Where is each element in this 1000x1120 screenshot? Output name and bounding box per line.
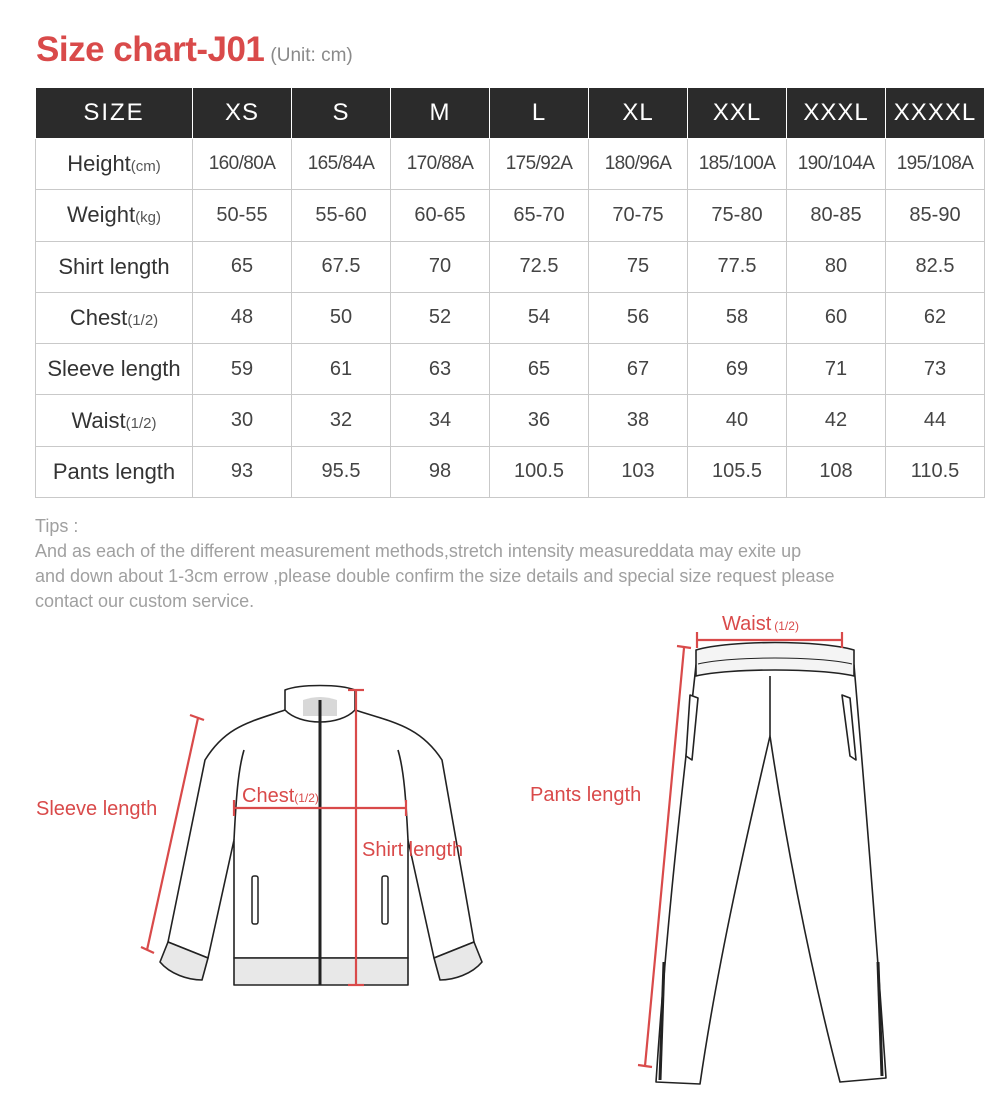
sleeve-length-label: Sleeve length	[36, 798, 158, 820]
table-cell: 61	[292, 344, 391, 395]
table-cell: 190/104A	[787, 139, 886, 190]
chest-label-unit: (1/2)	[294, 791, 319, 805]
size-header: XL	[589, 88, 688, 139]
table-cell: 38	[589, 395, 688, 446]
table-cell: 72.5	[490, 241, 589, 292]
table-cell: 70	[391, 241, 490, 292]
table-cell: 65	[490, 344, 589, 395]
table-cell: 44	[886, 395, 985, 446]
table-cell: 60-65	[391, 190, 490, 241]
table-cell: 95.5	[292, 446, 391, 497]
tips-heading: Tips :	[35, 516, 79, 536]
table-cell: 75-80	[688, 190, 787, 241]
table-cell: 108	[787, 446, 886, 497]
size-corner: SIZE	[36, 88, 193, 139]
shirt-length-label: Shirt length	[362, 839, 464, 861]
table-cell: 40	[688, 395, 787, 446]
table-cell: 48	[193, 292, 292, 343]
table-cell: 70-75	[589, 190, 688, 241]
waist-label-unit: (1/2)	[774, 619, 799, 633]
row-label-unit: (1/2)	[125, 414, 157, 432]
table-cell: 110.5	[886, 446, 985, 497]
pants-outline	[656, 643, 886, 1085]
table-cell: 54	[490, 292, 589, 343]
size-header: S	[292, 88, 391, 139]
row-label-text: Waist	[71, 407, 126, 433]
table-cell: 195/108A	[886, 139, 985, 190]
table-cell: 65-70	[490, 190, 589, 241]
table-cell: 50-55	[193, 190, 292, 241]
table-cell: 52	[391, 292, 490, 343]
table-cell: 69	[688, 344, 787, 395]
table-cell: 165/84A	[292, 139, 391, 190]
table-cell: 50	[292, 292, 391, 343]
size-header: XS	[193, 88, 292, 139]
table-cell: 65	[193, 241, 292, 292]
size-header: XXXXL	[886, 88, 985, 139]
table-cell: 85-90	[886, 190, 985, 241]
table-cell: 93	[193, 446, 292, 497]
table-cell: 30	[193, 395, 292, 446]
table-cell: 73	[886, 344, 985, 395]
table-cell: 75	[589, 241, 688, 292]
size-header: XXL	[688, 88, 787, 139]
table-cell: 185/100A	[688, 139, 787, 190]
table-cell: 60	[787, 292, 886, 343]
table-cell: 82.5	[886, 241, 985, 292]
row-label-text: Height	[67, 151, 131, 177]
size-header: XXXL	[787, 88, 886, 139]
row-label-unit: (1/2)	[127, 311, 159, 329]
size-header: M	[391, 88, 490, 139]
table-cell: 71	[787, 344, 886, 395]
row-label-text: Shirt length	[58, 253, 170, 279]
table-cell: 63	[391, 344, 490, 395]
row-label-text: Pants length	[52, 458, 176, 484]
table-cell: 175/92A	[490, 139, 589, 190]
table-cell: 170/88A	[391, 139, 490, 190]
waist-label	[722, 613, 799, 635]
unit-label: (Unit: cm)	[270, 45, 353, 66]
chest-label-text: Chest	[242, 785, 295, 807]
table-cell: 34	[391, 395, 490, 446]
table-cell: 180/96A	[589, 139, 688, 190]
row-label-unit: (cm)	[130, 158, 161, 176]
table-cell: 103	[589, 446, 688, 497]
size-header: L	[490, 88, 589, 139]
jacket-pocket	[382, 876, 388, 924]
tips-line: And as each of the different measurement methods,stretch intensity measureddata may exite up	[35, 541, 802, 561]
table-cell: 160/80A	[193, 139, 292, 190]
table-cell: 36	[490, 395, 589, 446]
table-cell: 67	[589, 344, 688, 395]
waist-label-text: Waist	[722, 613, 772, 635]
row-label-text: Sleeve length	[47, 356, 181, 382]
table-cell: 77.5	[688, 241, 787, 292]
table-cell: 67.5	[292, 241, 391, 292]
row-label-text: Chest	[69, 304, 128, 330]
table-cell: 56	[589, 292, 688, 343]
page-title: Size chart-J01	[36, 30, 265, 69]
table-cell: 32	[292, 395, 391, 446]
table-cell: 98	[391, 446, 490, 497]
table-cell: 55-60	[292, 190, 391, 241]
tips-line: contact our custom service.	[35, 591, 255, 611]
pants-length-label: Pants length	[530, 784, 642, 806]
row-label-unit: (kg)	[135, 209, 161, 227]
table-cell: 105.5	[688, 446, 787, 497]
table-cell: 42	[787, 395, 886, 446]
table-cell: 62	[886, 292, 985, 343]
tips-line: and down about 1-3cm errow ,please double confirm the size details and special size request please	[35, 566, 835, 586]
table-cell: 58	[688, 292, 787, 343]
table-cell: 100.5	[490, 446, 589, 497]
jacket-pocket	[252, 876, 258, 924]
row-label-text: Weight	[67, 202, 136, 228]
table-cell: 80-85	[787, 190, 886, 241]
table-cell: 80	[787, 241, 886, 292]
table-cell: 59	[193, 344, 292, 395]
